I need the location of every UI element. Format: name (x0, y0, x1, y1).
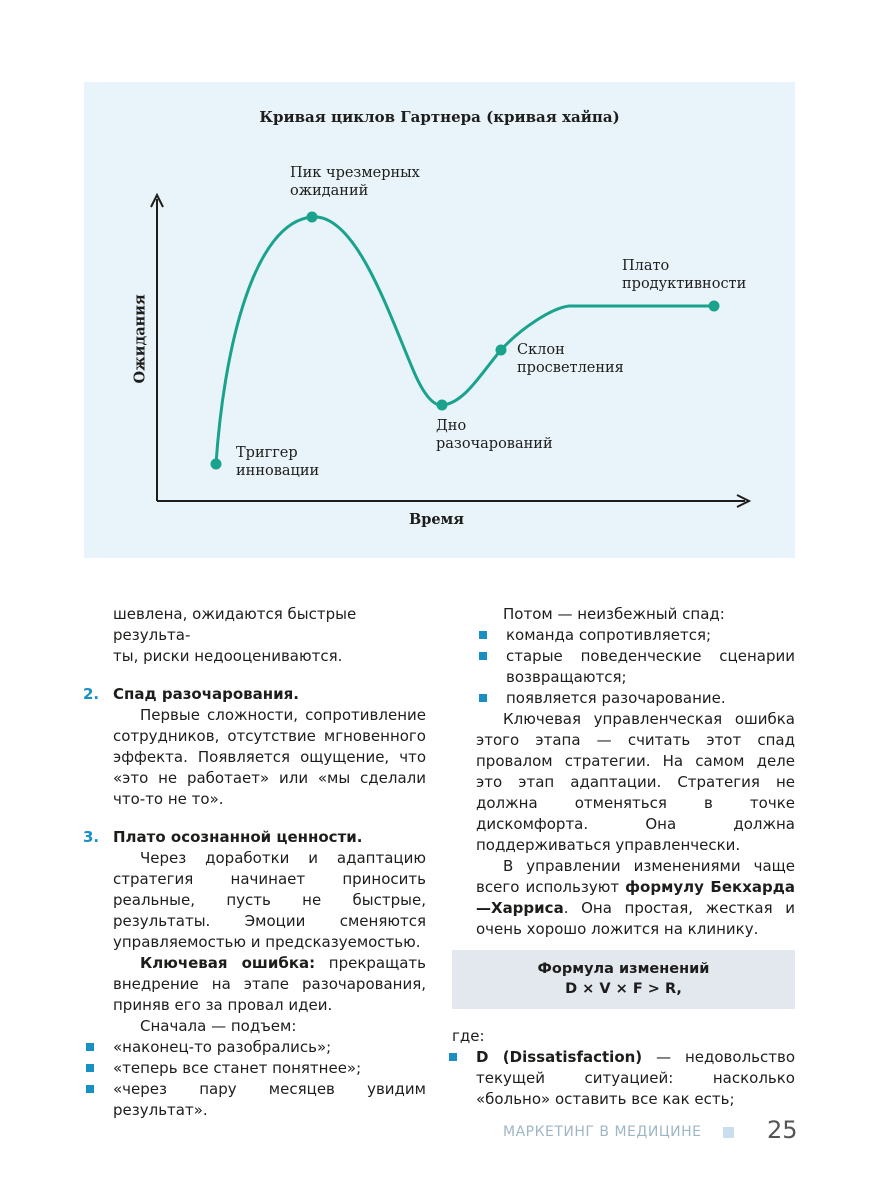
key-mistake-text: прекращать внедрение на этапе разочарования, приняв его за провал идеи. (113, 954, 426, 1014)
bullet-square-icon (449, 1053, 457, 1061)
x-axis-label: Время (409, 511, 464, 528)
label-plateau: Плато продуктивности (622, 258, 747, 292)
then-down-text: Потом — неизбежный спад: (503, 605, 725, 623)
list-item: «теперь все станет понятнее»; (83, 1058, 426, 1079)
first-up-text: Сначала — подъем: (140, 1017, 297, 1035)
bullet-square-icon (86, 1085, 94, 1093)
list-item: старые поведенческие сценарии возвращаются; (476, 646, 795, 688)
management-paragraph: В управлении изменениями чаще всего используют формулу Бекхарда—Харриса. Она простая, жесткая и очень хорошо ложится на клинику. (476, 857, 795, 938)
right-column (452, 604, 796, 1110)
mistake-paragraph: Ключевая управленческая ошибка этого этапа — считать этот спад провалом стратегии. На самом деле это этап адаптации. Стратегия не должна отменяться в точке дискомфорта. Она должна поддерживаться управленчески. (476, 710, 795, 854)
footer-square-icon (723, 1127, 734, 1138)
label-peak: Пик чрезмерных ожиданий (290, 165, 420, 199)
hype-cycle-figure (84, 82, 795, 558)
section-3-number: 3. (83, 828, 100, 846)
list-item: появляется разочарование. (476, 688, 795, 709)
page-number: 25 (767, 1116, 798, 1144)
y-axis-label: Ожидания (131, 294, 149, 384)
intro-line-2: ты, риски недооцениваются. (113, 647, 343, 665)
bullet-square-icon (479, 652, 487, 660)
list-item: команда сопротивляется; (476, 625, 795, 646)
key-mistake-label: Ключевая ошибка: (140, 954, 316, 972)
point-trigger (211, 459, 222, 470)
label-slope: Склон просветления (517, 342, 624, 376)
formula-expression: D × V × F > R, (565, 981, 682, 997)
list-item: «через пару месяцев увидим результат». (83, 1079, 426, 1121)
section-3-heading (83, 827, 426, 848)
point-trough (437, 400, 448, 411)
bullet-square-icon (86, 1043, 94, 1051)
list-item: D (Dissatisfaction) — недовольство текущей ситуацией: насколько «больно» оставить все как есть; (446, 1047, 795, 1110)
key-mistake-paragraph (113, 953, 426, 1016)
section-3-body: Через доработки и адаптацию стратегия начинает приносить реальные, пусть не быстрые, результаты. Эмоции сменяются управляемостью и предсказуемостью. (113, 849, 426, 951)
section-2-body: Первые сложности, сопротивление сотрудников, отсутствие мгновенного эффекта. Появляется ощущение, что «это не работает» или «мы сделали что-то не то». (113, 706, 426, 808)
label-trigger: Триггер инновации (236, 445, 320, 479)
formula-box (452, 950, 795, 1009)
left-column (83, 604, 426, 1121)
bullet-square-icon (86, 1064, 94, 1072)
section-2-title: Спад разочарования. (113, 685, 299, 703)
point-plateau (709, 301, 720, 312)
hype-cycle-chart (84, 82, 795, 558)
point-peak (307, 212, 318, 223)
section-2-number: 2. (83, 685, 100, 703)
bullet-square-icon (479, 631, 487, 639)
list-item: «наконец-то разобрались»; (83, 1037, 426, 1058)
figure-title: Кривая циклов Гартнера (кривая хайпа) (259, 108, 620, 126)
running-footer-title: МАРКЕТИНГ В МЕДИЦИНЕ (503, 1124, 702, 1140)
point-slope (496, 345, 507, 356)
where-label: где: (452, 1027, 485, 1045)
bullet-square-icon (479, 694, 487, 702)
label-trough: Дно разочарований (436, 418, 553, 452)
section-2-heading (83, 684, 426, 705)
intro-line-1: шевлена, ожидаются быстрые результа- (113, 605, 357, 644)
beckhard-harris-formula-term: формулу Бекхарда—Харриса (476, 878, 795, 917)
formula-title: Формула изменений (537, 961, 710, 977)
section-3-title: Плато осознанной ценности. (113, 828, 363, 846)
